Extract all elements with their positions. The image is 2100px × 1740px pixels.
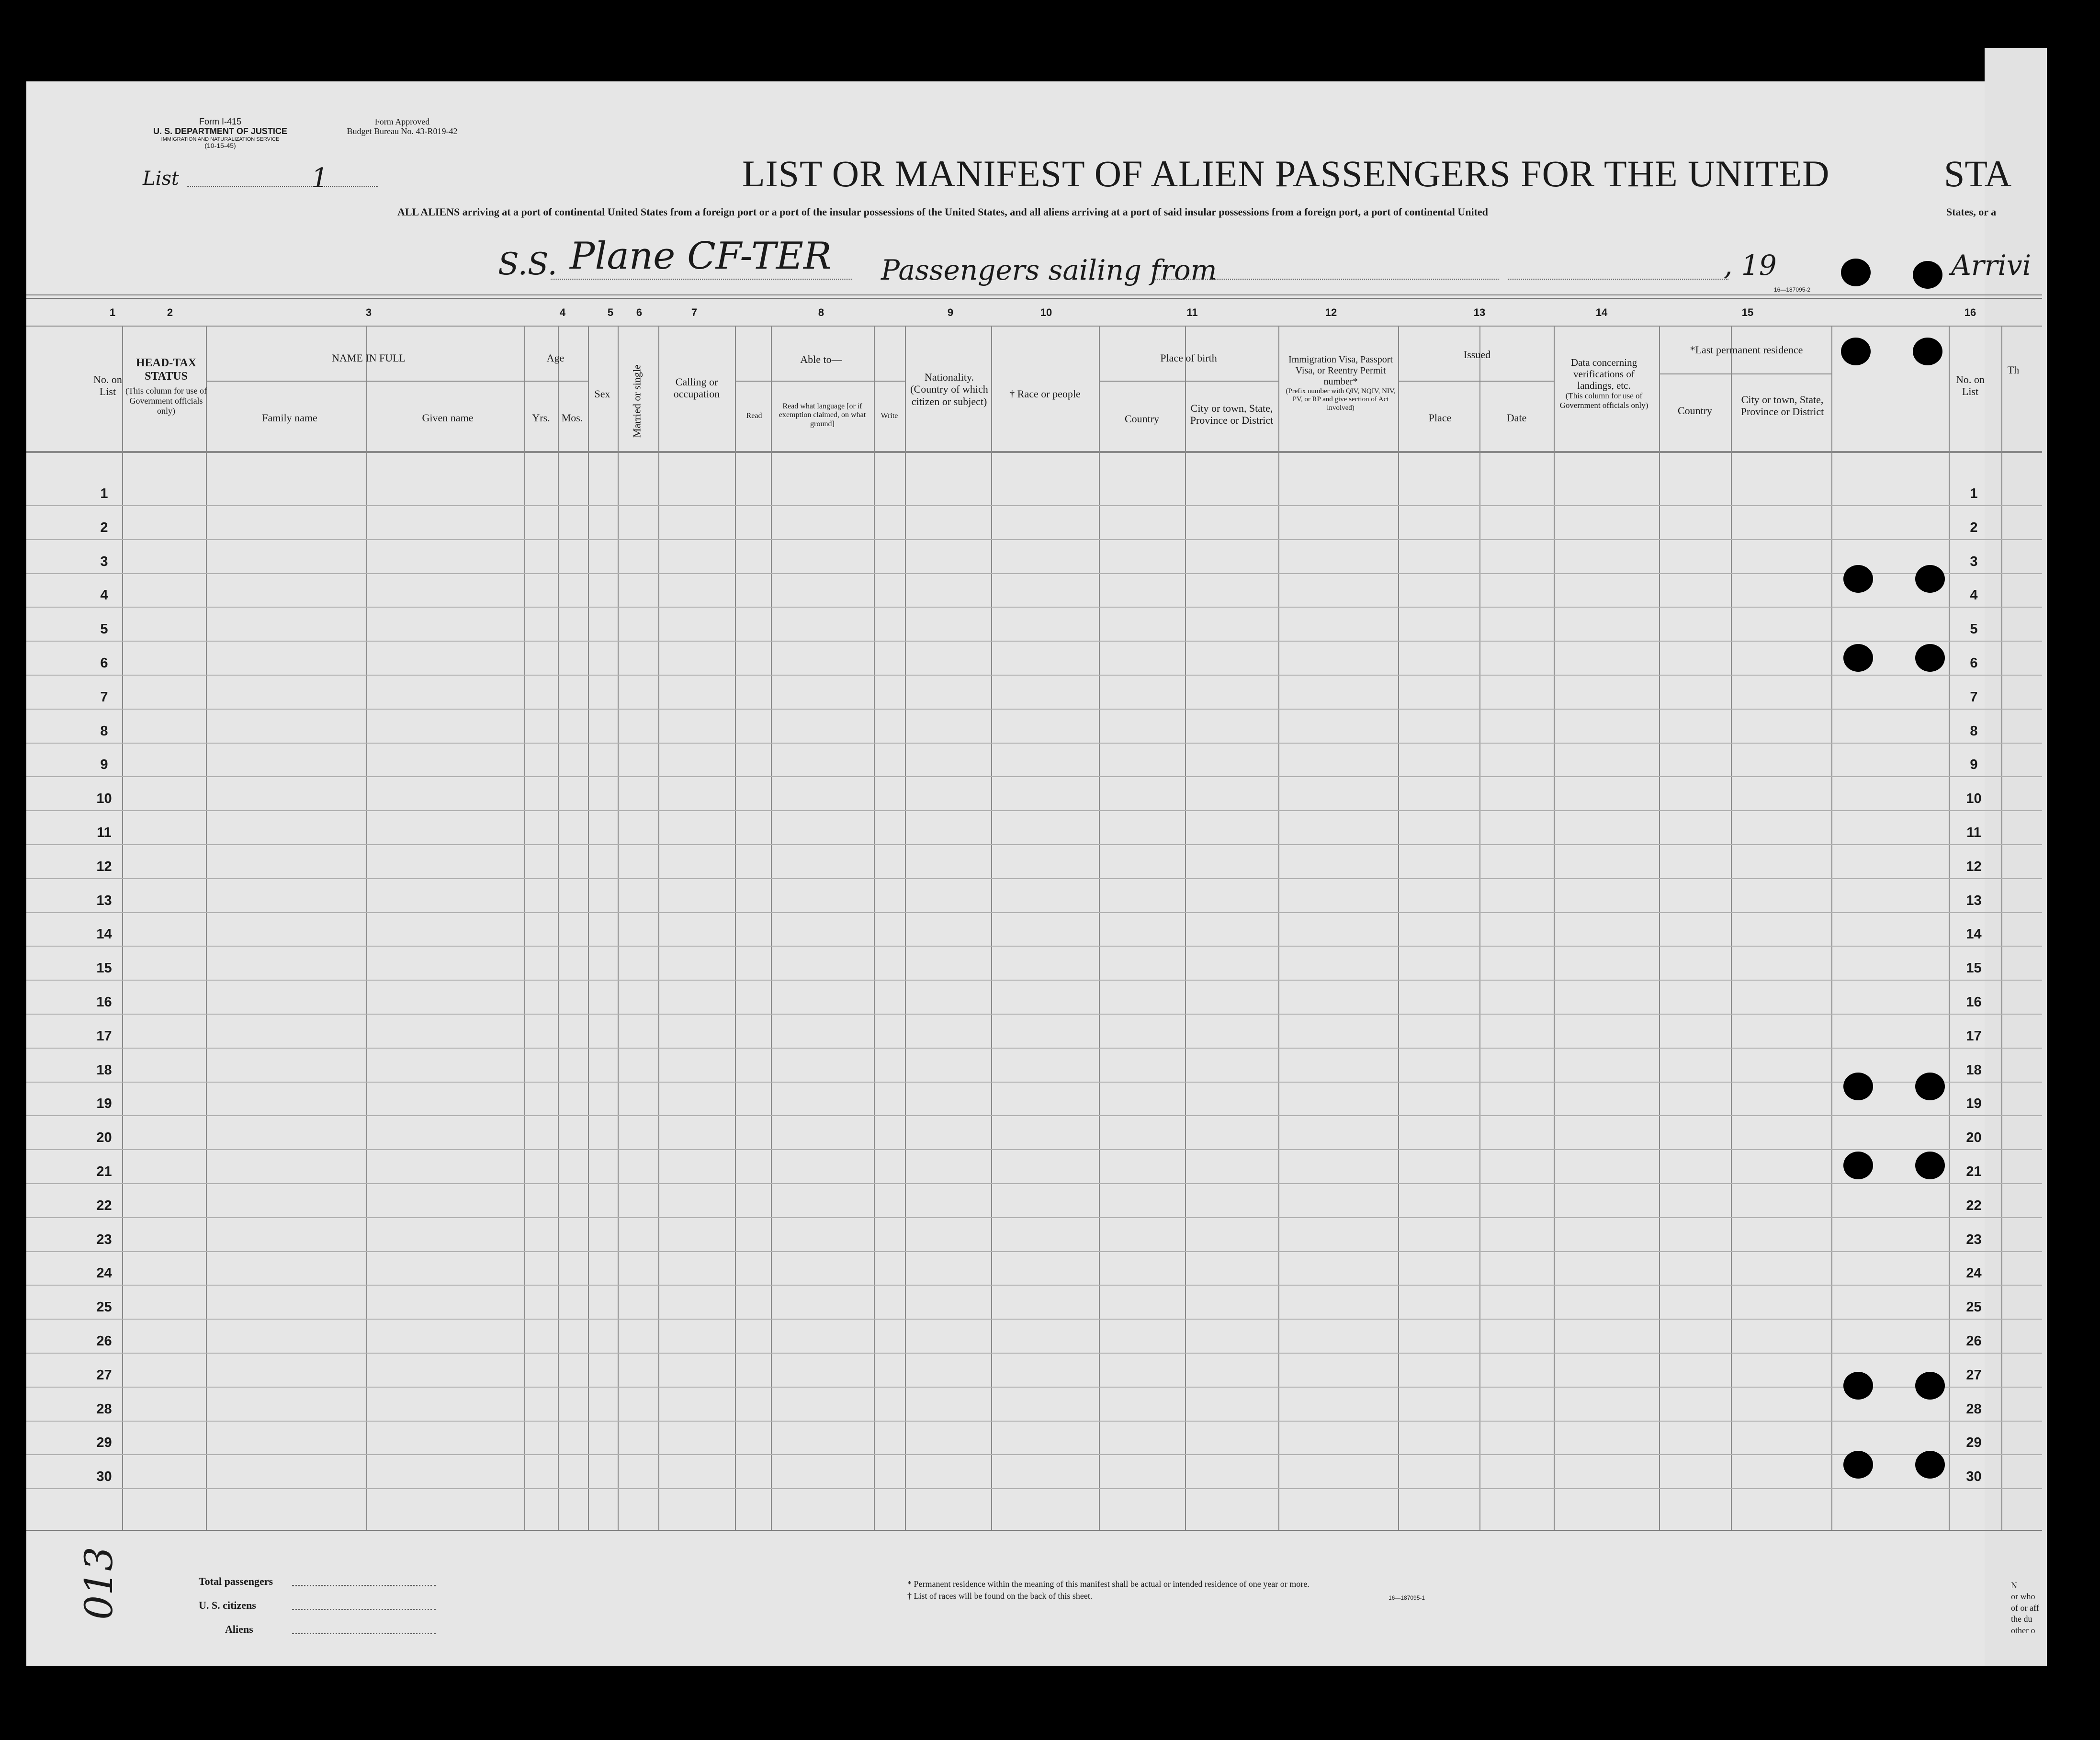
col-header-issued-date: Date (1506, 412, 1527, 424)
column-divider (618, 327, 619, 1530)
total-passengers-label: Total passengers (199, 1575, 273, 1587)
row-divider (26, 675, 2042, 676)
aliens-label: Aliens (225, 1623, 253, 1635)
row-number: 30 (96, 1469, 112, 1485)
col-header-given-name: Given name (422, 412, 474, 424)
row-number-right: 14 (1966, 926, 1982, 942)
row-number-right: 27 (1966, 1367, 1982, 1383)
col-num-6: 6 (636, 306, 643, 318)
col-num-16: 16 (1964, 306, 1976, 318)
column-number-rule (26, 326, 2042, 327)
column-divider (524, 327, 525, 1530)
row-divider (26, 1285, 2042, 1286)
col-num-4: 4 (559, 306, 566, 318)
row-number: 8 (100, 723, 108, 739)
row-number-right: 13 (1966, 893, 1982, 908)
column-divider (206, 327, 207, 1530)
footer-side-line: other o (2011, 1625, 2035, 1635)
col-header-race: † Race or people (1009, 388, 1081, 400)
punch-hole (1843, 1451, 1873, 1479)
row-number: 12 (96, 859, 112, 874)
row-number: 18 (96, 1062, 112, 1078)
vessel-prefix: S.S. (498, 247, 557, 282)
punch-hole (1915, 1152, 1945, 1179)
table-top-rule-2 (26, 298, 2042, 299)
col-header-married: Married or single (631, 364, 643, 438)
verification-label: Data concerning verifications of landings, etc. (1570, 357, 1637, 392)
col-num-7: 7 (691, 306, 698, 318)
row-divider (26, 878, 2042, 879)
footer-side-text (2011, 1580, 2039, 1636)
col-header-write: Write (881, 412, 898, 420)
row-number-right: 25 (1966, 1299, 1982, 1315)
punch-hole (1843, 1073, 1873, 1100)
row-number-right: 11 (1966, 825, 1981, 840)
row-divider (26, 505, 2042, 506)
row-number: 27 (96, 1367, 112, 1383)
row-divider (26, 607, 2042, 608)
punch-hole (1913, 261, 1942, 289)
row-number-right: 15 (1966, 960, 1982, 976)
row-number: 2 (100, 520, 108, 535)
column-divider (735, 327, 736, 1530)
footnote-races: † List of races will be found on the back of this sheet. (907, 1591, 1093, 1601)
row-divider (26, 1488, 2042, 1489)
row-number-right: 21 (1966, 1164, 1982, 1179)
list-line (187, 186, 378, 187)
punch-hole (1915, 644, 1945, 672)
col-header-occupation: Calling or occupation (673, 376, 720, 400)
col-header-able-to: Able to— (800, 353, 842, 365)
row-number-right: 5 (1970, 621, 1978, 637)
col-num-10: 10 (1040, 306, 1052, 318)
footnote-permanent-residence: * Permanent residence within the meaning of this manifest shall be actual or intended residence of one year or more. (907, 1579, 1310, 1589)
col-header-place-of-birth: Place of birth (1160, 352, 1217, 364)
subheader-rule (1398, 381, 1554, 382)
row-divider (26, 1183, 2042, 1184)
col-num-13: 13 (1473, 306, 1486, 318)
col-header-name-in-full: NAME IN FULL (332, 352, 406, 364)
row-number: 3 (100, 554, 108, 569)
col-header-residence-country: Country (1677, 405, 1713, 417)
row-number: 10 (96, 791, 112, 807)
row-number: 29 (96, 1435, 112, 1451)
row-divider (26, 1149, 2042, 1150)
row-number-right: 19 (1966, 1096, 1982, 1112)
col-header-sex: Sex (594, 388, 610, 400)
aliens-line (292, 1633, 436, 1634)
punch-hole (1841, 259, 1871, 286)
row-number: 1 (100, 486, 108, 501)
row-divider (26, 946, 2042, 947)
punch-hole (1843, 1372, 1873, 1400)
col-header-verification (1556, 357, 1652, 410)
col-num-1: 1 (109, 306, 116, 318)
col-header-issued: Issued (1463, 349, 1491, 361)
row-number-right: 8 (1970, 723, 1978, 739)
row-divider (26, 1387, 2042, 1388)
row-divider (26, 844, 2042, 845)
footer-side-line: N (2011, 1581, 2017, 1590)
col-header-issued-place: Place (1428, 412, 1452, 424)
punch-hole (1915, 1451, 1945, 1479)
column-divider (1554, 327, 1555, 1530)
col-header-visa (1283, 354, 1398, 412)
row-number-right: 9 (1970, 757, 1978, 773)
row-number-right: 28 (1966, 1401, 1982, 1417)
margin-handwritten-number: 013 (76, 1547, 121, 1620)
col-num-8: 8 (818, 306, 824, 318)
row-number: 7 (100, 689, 108, 705)
row-number: 5 (100, 621, 108, 637)
col-num-15: 15 (1741, 306, 1754, 318)
row-number: 9 (100, 757, 108, 773)
row-divider (26, 709, 2042, 710)
continuation-sheet-edge (1985, 48, 2047, 1666)
manifest-sheet (26, 81, 2042, 1666)
sailing-label: Passengers sailing from (881, 254, 1217, 286)
row-divider (26, 1353, 2042, 1354)
column-divider (905, 327, 906, 1530)
row-number: 17 (96, 1028, 112, 1044)
row-number: 11 (97, 825, 112, 840)
col-num-12: 12 (1325, 306, 1337, 318)
row-number: 28 (96, 1401, 112, 1417)
col-header-head-tax (125, 357, 207, 416)
row-number: 16 (96, 994, 112, 1010)
visa-note: (Prefix number with QIV, NQIV, NIV, PV, or RP and give section of Act involved) (1286, 387, 1396, 412)
subheader-rule (1659, 373, 1831, 374)
column-divider (1949, 327, 1950, 1530)
row-divider (26, 776, 2042, 777)
approval-text: Form Approved (374, 117, 430, 126)
row-number-right: 10 (1966, 791, 1982, 807)
subtitle: ALL ALIENS arriving at a port of continental United States from a foreign port or a port of the insular possessions of the United States, and all aliens arriving at a port of said insular possessions from a foreign port, a port of continental United (397, 206, 1488, 218)
col-header-residence-city: City or town, State, Province or District (1740, 394, 1824, 418)
row-divider (26, 743, 2042, 744)
column-divider (1479, 327, 1480, 1530)
punch-hole (1913, 338, 1942, 365)
column-divider (558, 327, 559, 1530)
row-number-right: 20 (1966, 1130, 1982, 1146)
row-divider (26, 1048, 2042, 1049)
date-line (1508, 279, 1728, 280)
visa-label: Immigration Visa, Passport Visa, or Reentry Permit number* (1288, 354, 1393, 387)
row-number: 15 (96, 960, 112, 976)
row-number-right: 23 (1966, 1232, 1982, 1247)
row-divider (26, 1454, 2042, 1455)
punch-hole (1915, 1372, 1945, 1400)
us-citizens-line (292, 1609, 436, 1610)
col-num-2: 2 (167, 306, 173, 318)
column-divider (1659, 327, 1660, 1530)
column-divider (1398, 327, 1399, 1530)
row-divider (26, 1014, 2042, 1015)
col-header-read: Read (746, 412, 762, 420)
head-tax-label: HEAD-TAX STATUS (135, 357, 197, 383)
sailing-from-line (1154, 279, 1499, 280)
col-header-birth-city: City or town, State, Province or District (1190, 402, 1274, 427)
row-number-right: 2 (1970, 520, 1978, 535)
col-num-14: 14 (1595, 306, 1608, 318)
department: U. S. DEPARTMENT OF JUSTICE (153, 126, 287, 136)
total-passengers-line (292, 1585, 436, 1586)
row-divider (26, 1319, 2042, 1320)
page-title: LIST OR MANIFEST OF ALIEN PASSENGERS FOR THE UNITED (742, 153, 1830, 194)
row-number-right: 17 (1966, 1028, 1982, 1044)
row-number-right: 30 (1966, 1469, 1982, 1485)
vessel-line (551, 279, 852, 280)
column-divider (1185, 327, 1186, 1530)
print-code-top: 16—187095-2 (1774, 286, 1811, 293)
row-number: 23 (96, 1232, 112, 1247)
row-number: 21 (96, 1164, 112, 1179)
row-number-right: 3 (1970, 554, 1978, 569)
col-header-read-language: Read what language [or if exemption claimed, on what ground] (779, 402, 866, 428)
row-number: 4 (100, 588, 108, 603)
row-number: 14 (96, 926, 112, 942)
row-number-right: 7 (1970, 689, 1978, 705)
row-divider (26, 1115, 2042, 1116)
column-divider (1278, 327, 1279, 1530)
row-divider (26, 980, 2042, 981)
column-divider (122, 327, 123, 1530)
form-date-code: (10-15-45) (204, 141, 236, 149)
column-divider (1831, 327, 1832, 1530)
subheader-rule (735, 381, 905, 382)
table-top-rule (26, 294, 2042, 295)
row-divider (26, 573, 2042, 574)
col-header-no-on-list-right: No. on List (1956, 373, 1985, 398)
col-header-age: Age (546, 352, 565, 364)
title-continuation: STA (1944, 153, 2012, 194)
col-num-11: 11 (1186, 306, 1198, 318)
subheader-rule (524, 381, 588, 382)
row-number-right: 22 (1966, 1198, 1982, 1213)
row-number: 19 (96, 1096, 112, 1112)
row-number-right: 1 (1970, 486, 1978, 501)
table-bottom-rule (26, 1530, 2042, 1531)
punch-hole (1843, 565, 1873, 593)
col-header-family-name: Family name (262, 412, 317, 424)
row-number-right: 29 (1966, 1435, 1982, 1451)
service-name: IMMIGRATION AND NATURALIZATION SERVICE (161, 136, 280, 142)
column-divider (1099, 327, 1100, 1530)
col-header-next-sheet: Th (2007, 364, 2020, 376)
us-citizens-label: U. S. citizens (199, 1599, 256, 1611)
column-divider (658, 327, 659, 1530)
year-prefix: , 19 (1724, 249, 1777, 282)
row-divider (26, 912, 2042, 913)
column-divider (366, 327, 367, 1530)
row-number: 26 (96, 1333, 112, 1349)
print-code-bottom: 16—187095-1 (1389, 1594, 1425, 1601)
column-divider (588, 327, 589, 1530)
punch-hole (1841, 338, 1871, 365)
column-divider (874, 327, 875, 1530)
row-number-right: 16 (1966, 994, 1982, 1010)
col-num-3: 3 (365, 306, 372, 318)
column-divider (771, 327, 772, 1530)
row-divider (26, 1217, 2042, 1218)
column-divider (2001, 327, 2002, 1530)
row-number-right: 4 (1970, 588, 1978, 603)
row-number-right: 18 (1966, 1062, 1982, 1078)
arriving-label: Arrivi (1951, 249, 2032, 282)
col-num-5: 5 (607, 306, 614, 318)
col-header-last-residence: *Last permanent residence (1690, 344, 1803, 356)
col-header-birth-country: Country (1124, 413, 1160, 425)
column-divider (991, 327, 992, 1530)
col-header-yrs: Yrs. (532, 412, 550, 424)
header-bottom-rule (26, 451, 2042, 453)
punch-hole (1843, 1152, 1873, 1179)
row-number-right: 12 (1966, 859, 1982, 874)
row-number-right: 26 (1966, 1333, 1982, 1349)
row-number: 6 (100, 655, 108, 671)
subheader-rule (1099, 381, 1278, 382)
list-number: 1 (311, 163, 328, 194)
row-divider (26, 1421, 2042, 1422)
row-divider (26, 641, 2042, 642)
row-number-right: 6 (1970, 655, 1978, 671)
head-tax-note: (This column for use of Government officials only) (125, 386, 207, 416)
row-number: 25 (96, 1299, 112, 1315)
row-number-right: 24 (1966, 1265, 1982, 1281)
subheader-rule (206, 381, 524, 382)
punch-hole (1915, 1073, 1945, 1100)
vessel-name: Plane CF-TER (570, 235, 832, 278)
row-number: 20 (96, 1130, 112, 1146)
row-number: 13 (96, 893, 112, 908)
punch-hole (1915, 565, 1945, 593)
column-divider (1731, 327, 1732, 1530)
footer-side-line: or who (2011, 1592, 2035, 1602)
row-divider (26, 1082, 2042, 1083)
subtitle-continuation: States, or a (1946, 206, 1997, 218)
form-id-block (134, 117, 306, 149)
footer-side-line: the du (2011, 1614, 2032, 1624)
budget-bureau: Budget Bureau No. 43-R019-42 (347, 126, 458, 136)
punch-hole (1843, 644, 1873, 672)
col-header-mos: Mos. (561, 412, 583, 424)
list-label: List (143, 168, 179, 190)
row-divider (26, 1251, 2042, 1252)
footer-side-line: of or aff (2011, 1603, 2039, 1613)
row-number: 24 (96, 1265, 112, 1281)
col-header-no-on-list: No. on List (93, 373, 122, 398)
form-number: Form I-415 (199, 117, 242, 126)
col-header-nationality: Nationality. (Country of which citizen or subject) (910, 371, 988, 407)
verification-note: (This column for use of Government officials only) (1559, 391, 1648, 410)
row-number: 22 (96, 1198, 112, 1213)
approval-block (326, 117, 479, 136)
row-divider (26, 810, 2042, 811)
row-divider (26, 539, 2042, 540)
col-num-9: 9 (947, 306, 954, 318)
